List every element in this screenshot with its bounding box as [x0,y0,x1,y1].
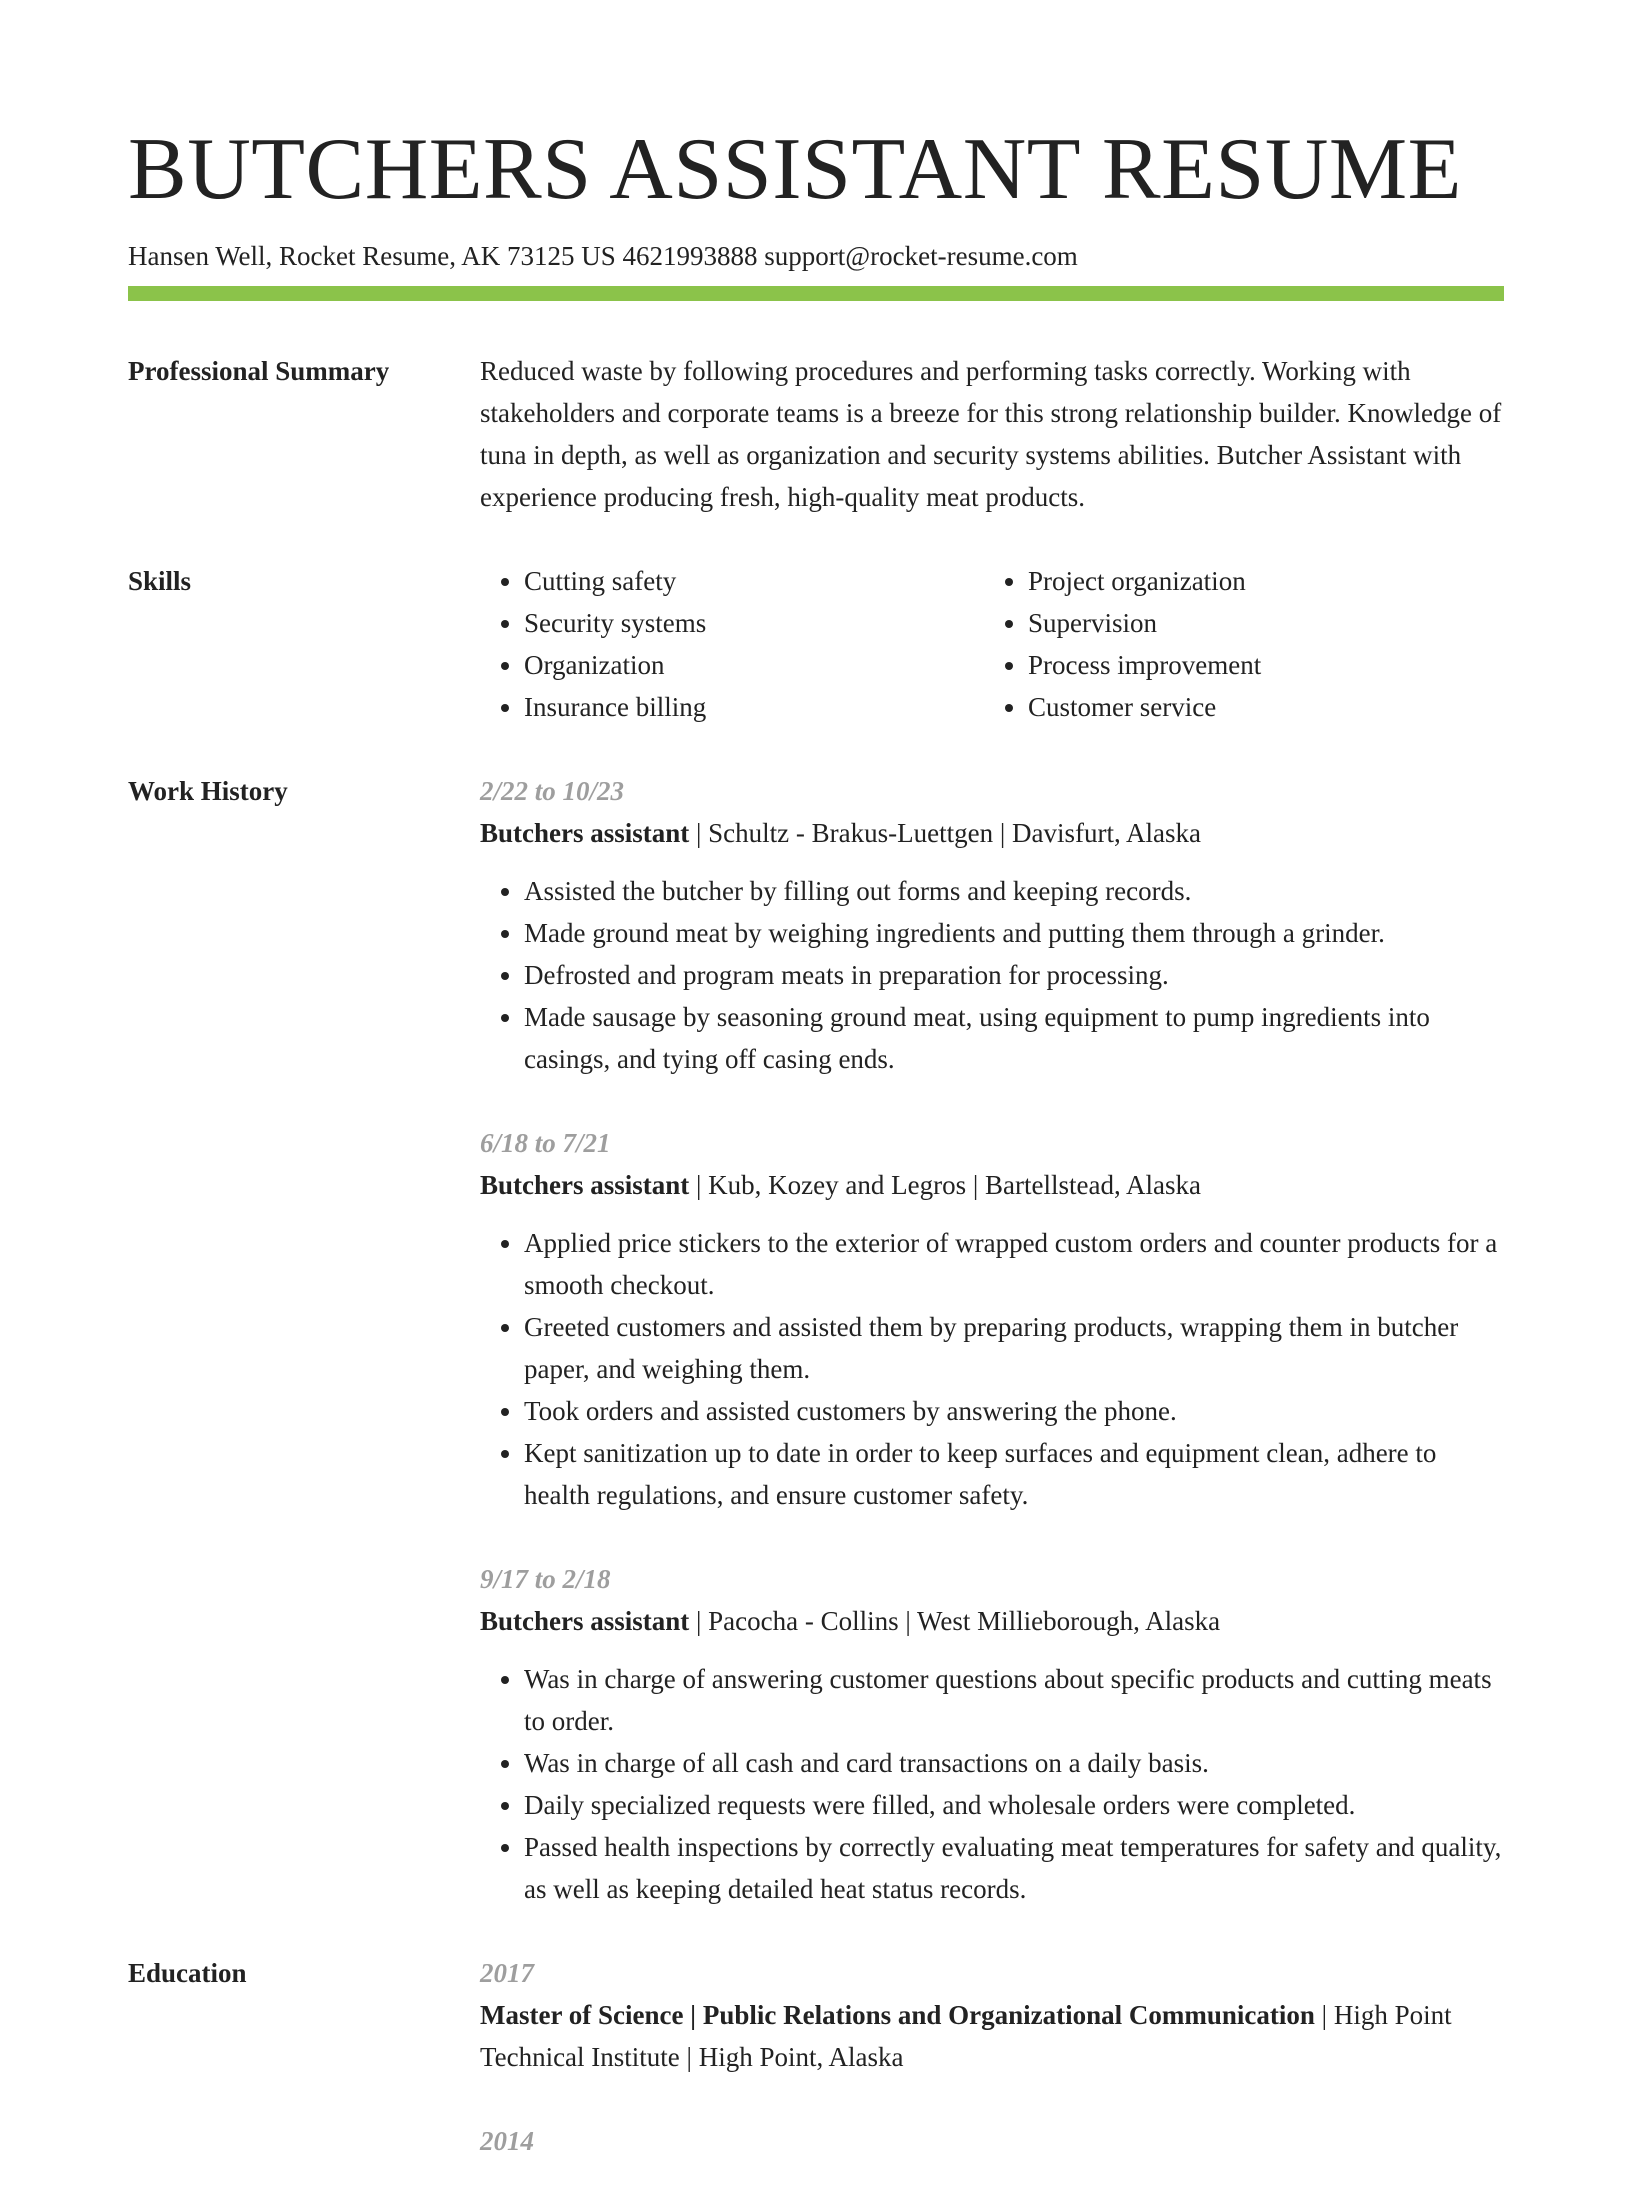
job-bullet: • Daily specialized requests were filled, and wholesale orders were completed. [524,1784,1504,1826]
job-entry [480,1122,1504,1516]
job-dates: 6/18 to 7/21 [480,1128,611,1158]
summary-section [128,350,1504,518]
job-bullet: • Took orders and assisted customers by answering the phone. [524,1390,1504,1432]
education-year: 2017 [480,1958,534,1988]
job-details: | Pacocha - Collins | West Millieborough, Alaska [689,1606,1221,1636]
job-bullet: • Assisted the butcher by filling out forms and keeping records. [524,870,1504,912]
job-bullets [480,1658,1504,1910]
skills-list-left [480,560,984,728]
job-bullet: • Passed health inspections by correctly evaluating meat temperatures for safety and quality, as well as keeping detailed heat status records. [524,1826,1504,1910]
job-bullet: • Was in charge of all cash and card transactions on a daily basis. [524,1742,1504,1784]
skill-item: • Insurance billing [524,686,984,728]
job-bullet: • Kept sanitization up to date in order to keep surfaces and equipment clean, adhere to health regulations, and ensure customer safety. [524,1432,1504,1516]
summary-body [480,350,1504,518]
skills-section [128,560,1504,728]
job-heading [480,812,1504,854]
skill-item: • Organization [524,644,984,686]
section-label-summary: Professional Summary [128,356,390,386]
education-body [480,1952,1504,2162]
resume-header [128,116,1504,274]
work-history-body [480,770,1504,1910]
job-dates: 2/22 to 10/23 [480,776,625,806]
job-bullet: • Greeted customers and assisted them by preparing products, wrapping them in butcher paper, and weighing them. [524,1306,1504,1390]
skill-item: • Project organization [1028,560,1488,602]
job-bullets [480,870,1504,1080]
header-divider [128,286,1504,301]
job-role: Butchers assistant [480,818,690,848]
work-history-section [128,770,1504,1910]
skill-item: • Cutting safety [524,560,984,602]
job-role: Butchers assistant [480,1606,690,1636]
job-entry [480,770,1504,1080]
job-heading [480,1600,1504,1642]
job-bullet: • Was in charge of answering customer questions about specific products and cutting meats to order. [524,1658,1504,1742]
skill-item: • Supervision [1028,602,1488,644]
resume-content [128,350,1504,2204]
job-details: | Schultz - Brakus-Luettgen | Davisfurt, Alaska [689,818,1201,848]
job-role: Butchers assistant [480,1170,690,1200]
skills-body [480,560,1504,728]
section-label-work-history: Work History [128,776,288,806]
education-entry [480,1952,1504,2078]
job-bullet: • Defrosted and program meats in preparation for processing. [524,954,1504,996]
skill-item: • Customer service [1028,686,1488,728]
resume-title: BUTCHERS ASSISTANT RESUME [128,121,1462,218]
job-details: | Kub, Kozey and Legros | Bartellstead, Alaska [689,1170,1201,1200]
skill-item: • Security systems [524,602,984,644]
education-year: 2014 [480,2126,534,2156]
education-heading [480,1994,1504,2078]
job-bullets [480,1222,1504,1516]
education-entry [480,2120,1504,2162]
education-section [128,1952,1504,2162]
contact-line: Hansen Well, Rocket Resume, AK 73125 US 4621993888 support@rocket-resume.com [128,241,1078,271]
section-label-skills: Skills [128,566,192,596]
education-details: | High Point Technical Institute | High Point, Alaska [480,2000,1452,2072]
job-heading [480,1164,1504,1206]
section-label-education: Education [128,1958,247,1988]
job-dates: 9/17 to 2/18 [480,1564,611,1594]
job-bullet: • Applied price stickers to the exterior of wrapped custom orders and counter products for a smooth checkout. [524,1222,1504,1306]
job-entry [480,1558,1504,1910]
summary-text: Reduced waste by following procedures and performing tasks correctly. Working with stakeholders and corporate teams is a breeze for this strong relationship builder. Knowledge of tuna in depth, as well as organization and security systems abilities. Butcher Assistant with experience producing fresh, high-quality meat products. [480,356,1502,512]
education-degree: Master of Science | Public Relations and Organizational Communication [480,2000,1315,2030]
job-bullet: • Made ground meat by weighing ingredients and putting them through a grinder. [524,912,1504,954]
job-bullet: • Made sausage by seasoning ground meat, using equipment to pump ingredients into casings, and tying off casing ends. [524,996,1504,1080]
skills-list-right [984,560,1488,728]
skill-item: • Process improvement [1028,644,1488,686]
